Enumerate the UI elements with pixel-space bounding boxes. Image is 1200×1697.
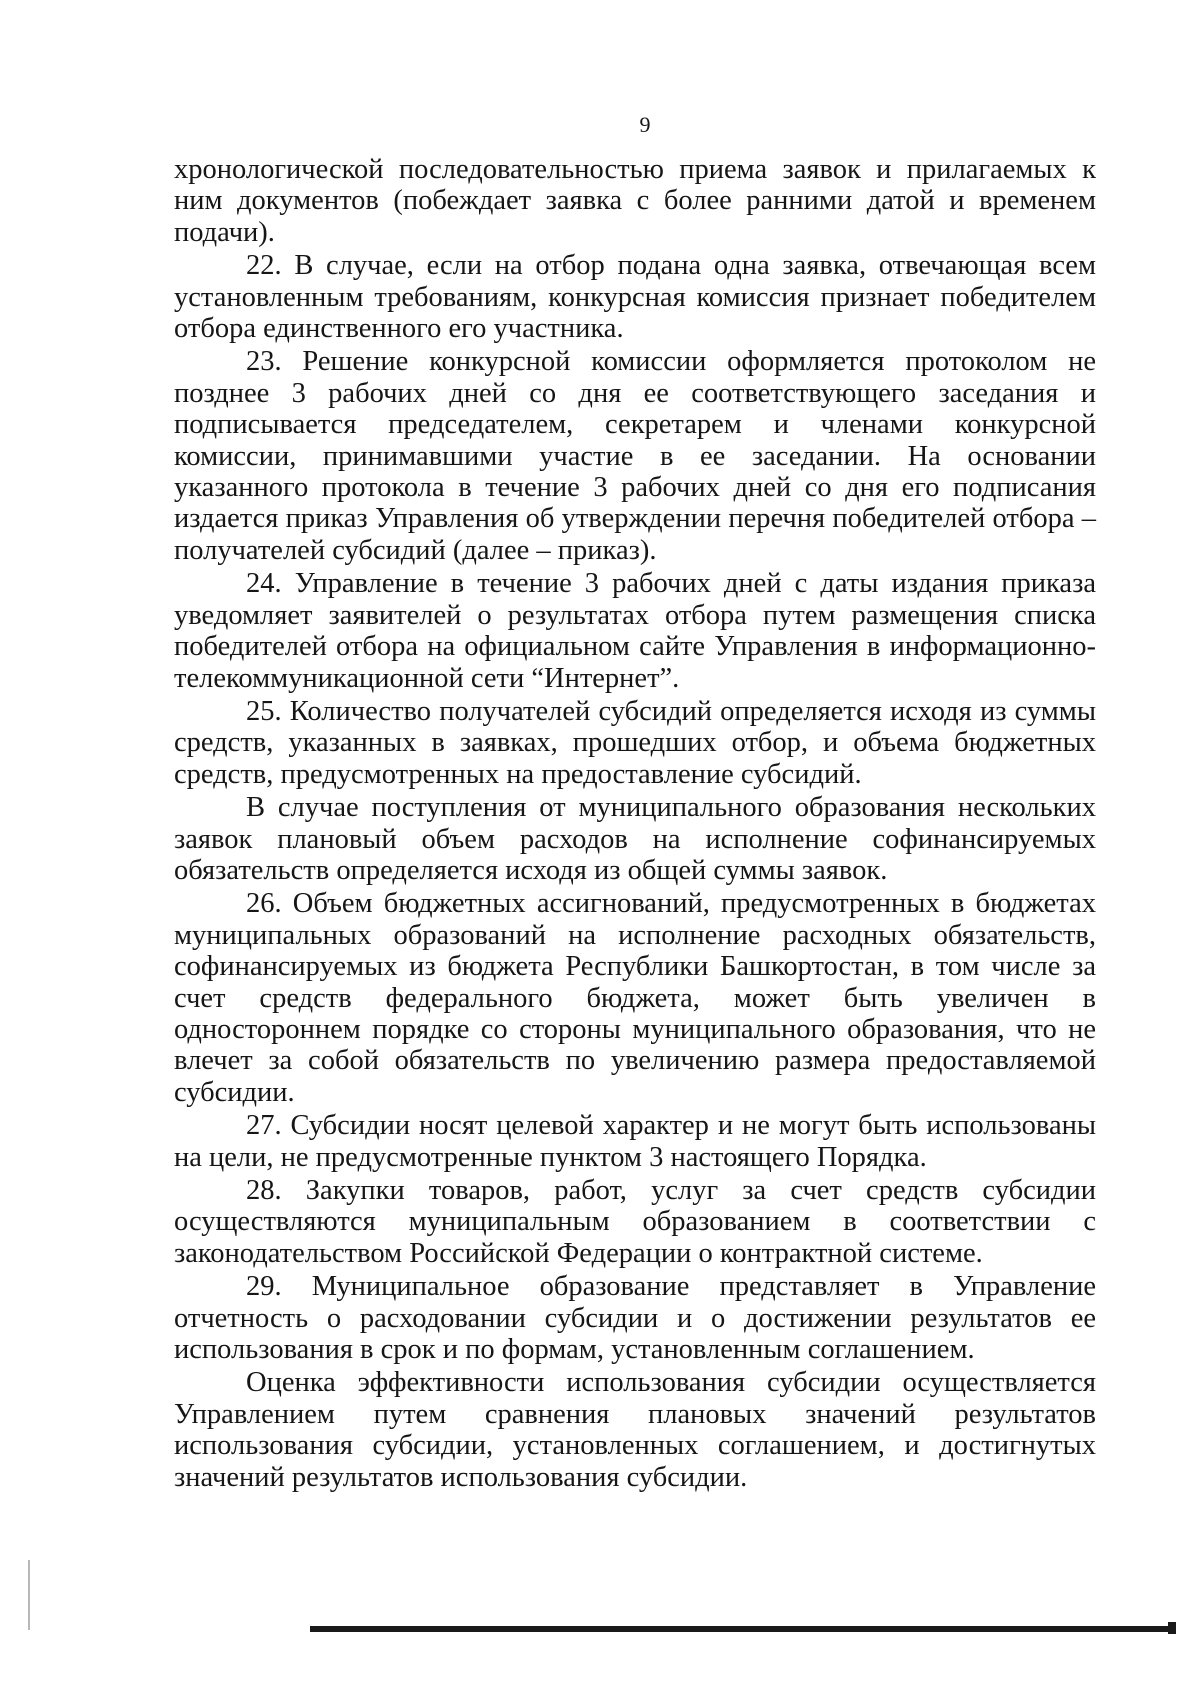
paragraph-item-24: 24. Управление в течение 3 рабочих дней с даты издания приказа уведомляет заявителей о результатах отбора путем размещения списка победителей отбора на официальном сайте Управления в информационно-телекоммуникационной сети “Интернет”.	[174, 568, 1096, 694]
paragraph-item-28: 28. Закупки товаров, работ, услуг за счет средств субсидии осуществляются муниципальным образованием в соответствии с законодательством Российской Федерации о контрактной системе.	[174, 1175, 1096, 1269]
paragraph-item-25-continued: В случае поступления от муниципального образования нескольких заявок плановый объем расходов на исполнение софинансируемых обязательств определяется исходя из общей суммы заявок.	[174, 792, 1096, 886]
scan-edge-line	[310, 1626, 1172, 1632]
paragraph-item-29-continued: Оценка эффективности использования субсидии осуществляется Управлением путем сравнения плановых значений результатов использования субсидии, установленных соглашением, и достигнутых значений результатов использования субсидии.	[174, 1367, 1096, 1493]
paragraph-item-26: 26. Объем бюджетных ассигнований, предусмотренных в бюджетах муниципальных образований на исполнение расходных обязательств, софинансируемых из бюджета Республики Башкортостан, в том числе за счет средств федерального бюджета, может быть увеличен в одностороннем порядке со стороны муниципального образования, что не влечет за собой обязательств по увеличению размера предоставляемой субсидии.	[174, 888, 1096, 1108]
page-number: 9	[639, 112, 651, 137]
document-body	[174, 154, 1096, 1495]
paragraph-item-22: 22. В случае, если на отбор подана одна заявка, отвечающая всем установленным требованиям, конкурсная комиссия признает победителем отбора единственного его участника.	[174, 250, 1096, 345]
scan-margin-mark	[28, 1560, 30, 1630]
scan-edge-tick	[1168, 1622, 1176, 1634]
paragraph-item-29: 29. Муниципальное образование представляет в Управление отчетность о расходовании субсидии и о достижении результатов ее использования в срок и по формам, установленным соглашением.	[174, 1271, 1096, 1366]
paragraph-item-27: 27. Субсидии носят целевой характер и не могут быть использованы на цели, не предусмотренные пунктом 3 настоящего Порядка.	[174, 1110, 1096, 1173]
paragraph-item-23: 23. Решение конкурсной комиссии оформляется протоколом не позднее 3 рабочих дней со дня ее соответствующего заседания и подписывается председателем, секретарем и членами конкурсной комиссии, принимавшими участие в ее заседании. На основании указанного протокола в течение 3 рабочих дней со дня его подписания издается приказ Управления об утверждении перечня победителей отбора – получателей субсидий (далее – приказ).	[174, 346, 1096, 566]
paragraph-item-25: 25. Количество получателей субсидий определяется исходя из суммы средств, указанных в заявках, прошедших отбор, и объема бюджетных средств, предусмотренных на предоставление субсидий.	[174, 695, 1096, 790]
paragraph-continuation: хронологической последовательностью приема заявок и прилагаемых к ним документов (побеждает заявка с более ранними датой и временем подачи).	[174, 154, 1096, 248]
